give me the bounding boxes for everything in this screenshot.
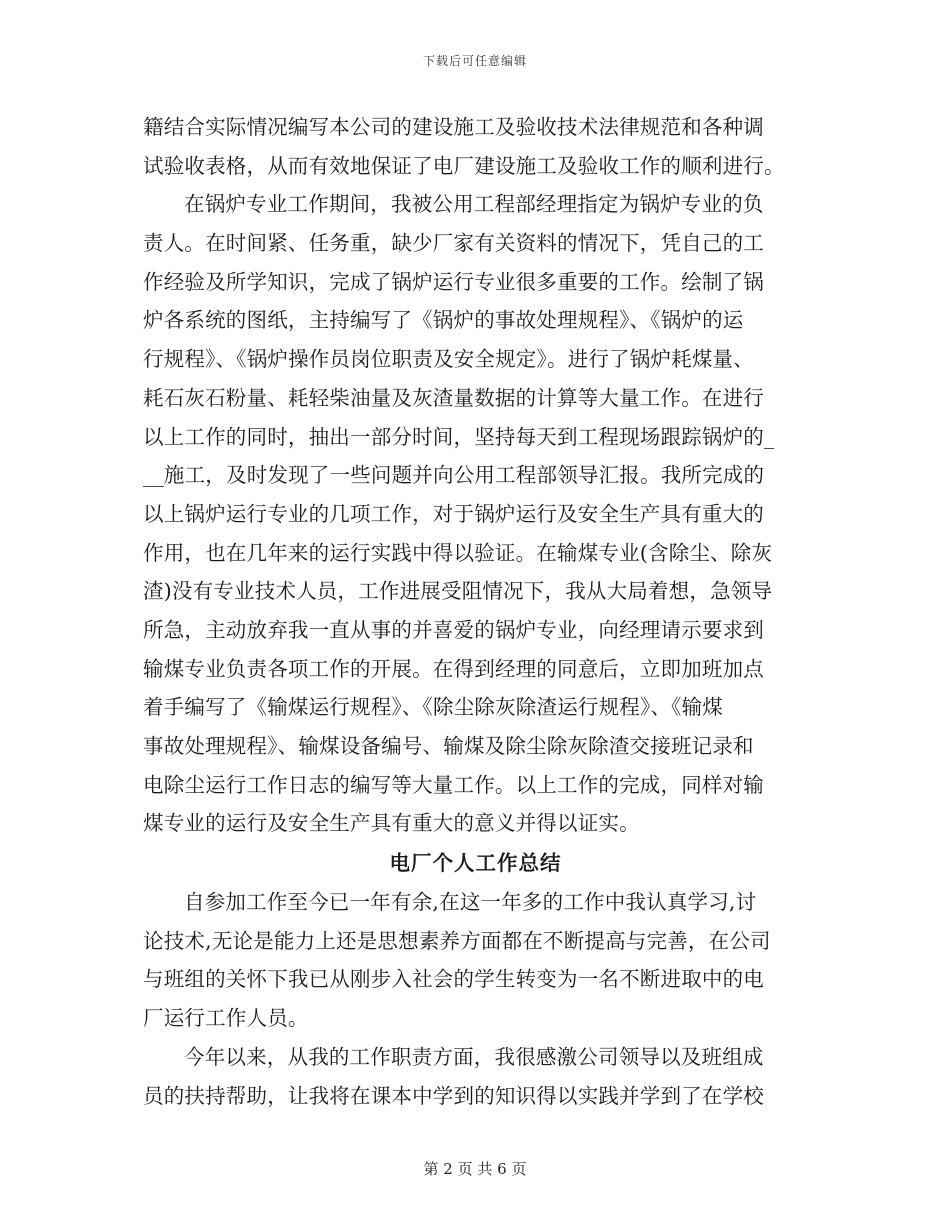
document-body [143, 108, 808, 1115]
text-line: 事故处理规程》、输煤设备编号、输煤及除尘除灰除渣交接班记录和 [143, 734, 754, 758]
paragraph [143, 108, 808, 185]
text-line: 以上锅炉运行专业的几项工作，对于锅炉运行及安全生产具有重大的 [143, 501, 764, 526]
text-line: 渣)没有专业技术人员，工作进展受阻情况下，我从大局着想，急领导 [143, 579, 773, 604]
text-line: 耗石灰石粉量、耗轻柴油量及灰渣量数据的计算等大量工作。在进行 [143, 385, 764, 410]
text-line: 煤专业的运行及安全生产具有重大的意义并得以证实。 [143, 811, 640, 836]
page-number: 第 2 页 共 6 页 [423, 1160, 527, 1178]
text-line: 所急，主动放弃我一直从事的并喜爱的锅炉专业，向经理请示要求到 [143, 617, 764, 642]
text-line: __施工，及时发现了一些问题并向公用工程部领导汇报。我所完成的 [143, 463, 765, 488]
text-line: 自参加工作至今已一年有余,在这一年多的工作中我认真学习,讨 [184, 890, 757, 915]
text-line: 员的扶持帮助，让我将在课本中学到的知识得以实践并学到了在学校 [143, 1083, 764, 1108]
paragraph [143, 1038, 808, 1115]
paragraph [143, 185, 808, 843]
text-line: 炉各系统的图纸，主持编写了《锅炉的事故处理规程》、《锅炉的运 [143, 308, 744, 333]
section-title: 电厂个人工作总结 [389, 851, 562, 876]
text-line: 输煤专业负责各项工作的开展。在得到经理的同意后，立即加班加点 [143, 656, 764, 681]
text-line: 着手编写了《输煤运行规程》、《除尘除灰除渣运行规程》、《输煤 [143, 695, 723, 720]
text-line: 以上工作的同时，抽出一部分时间，坚持每天到工程现场跟踪锅炉的_ [143, 424, 775, 449]
text-line: 厂运行工作人员。 [143, 1006, 309, 1031]
text-line: 与班组的关怀下我已从刚步入社会的学生转变为一名不断进取中的电 [143, 967, 764, 992]
paragraph [143, 883, 808, 1038]
text-line: 今年以来，从我的工作职责方面，我很感激公司领导以及班组成 [184, 1044, 764, 1069]
text-line: 行规程》、《锅炉操作员岗位职责及安全规定》。进行了锅炉耗煤量、 [143, 347, 754, 372]
text-line: 籍结合实际情况编写本公司的建设施工及验收技术法律规范和各种调 [143, 115, 764, 139]
text-line: 作经验及所学知识，完成了锅炉运行专业很多重要的工作。绘制了锅 [143, 269, 764, 294]
text-line: 电除尘运行工作日志的编写等大量工作。以上工作的完成，同样对输 [143, 772, 764, 797]
text-line: 论技术,无论是能力上还是思想素养方面都在不断提高与完善，在公司 [143, 928, 771, 953]
text-line: 责人。在时间紧、任务重，缺少厂家有关资料的情况下，凭自己的工 [143, 231, 764, 256]
text-line: 试验收表格，从而有效地保证了电厂建设施工及验收工作的顺利进行。 [143, 153, 785, 178]
text-line: 在锅炉专业工作期间，我被公用工程部经理指定为锅炉专业的负 [184, 192, 764, 217]
page-header: 下载后可任意编辑 [422, 54, 527, 68]
text-line: 作用，也在几年来的运行实践中得以验证。在输煤专业(含除尘、除灰 [143, 540, 773, 565]
